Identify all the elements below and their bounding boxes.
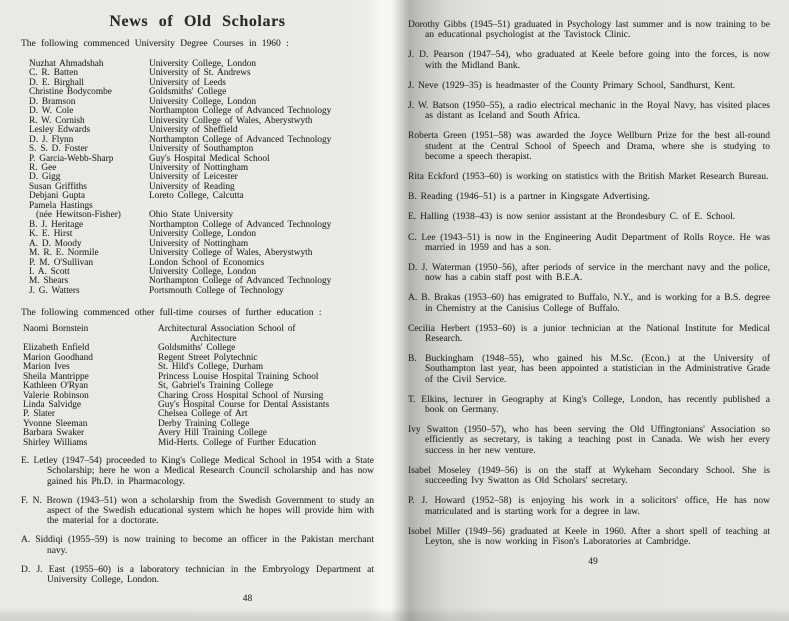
scholar-institution: Northampton College of Advanced Technology xyxy=(149,276,332,287)
right-news-paragraphs xyxy=(408,20,770,547)
scholar-institution: University of Leicester xyxy=(149,172,238,183)
scholar-institution: University College, London xyxy=(149,229,257,240)
scholar-name: C. R. Batten xyxy=(29,68,78,79)
scholar-institution: Goldsmiths' College xyxy=(158,343,236,354)
scholar-institution: Charing Cross Hospital School of Nursing xyxy=(158,390,324,401)
scholar-name: Pamela Hastings (née Hewitson-Fisher) xyxy=(21,202,149,221)
roster-row xyxy=(21,325,374,344)
scholar-name: P. M. O'Sullivan xyxy=(29,257,94,268)
left-page xyxy=(0,0,383,604)
scholar-name: D. Bramson xyxy=(29,96,76,107)
scholar-institution: University of Southampton xyxy=(149,144,254,155)
news-paragraph: A. Siddiqi (1955–59) is now training to become an officer in the Pakistan merchant navy. xyxy=(21,535,374,556)
scholar-name: M. Shears xyxy=(29,276,69,287)
scholar-institution: London School of Economics xyxy=(149,257,265,268)
roster-row xyxy=(21,287,374,296)
scholar-institution: Northampton College of Advanced Technology xyxy=(149,219,332,230)
news-paragraph: B. Buckingham (1948–55), who gained his M.Sc. (Econ.) at the University of Southampton last year, has been appointed a statistician in the Administrative Grade of the Civil Service. xyxy=(408,354,770,385)
scholar-name: I. A. Scott xyxy=(29,266,70,277)
scholar-name: B. J. Heritage xyxy=(29,219,84,230)
news-paragraph: F. N. Brown (1943–51) won a scholarship from the Swedish Government to study an aspect of the Swedish educational system which he hopes will provide him with the material for a doctorate. xyxy=(21,495,374,527)
scholar-name: Marion Ives xyxy=(23,362,70,373)
scholar-name: Nuzhat Ahmadshah xyxy=(29,59,104,69)
scholar-institution: Regent Street Polytechnic xyxy=(158,352,258,363)
scholar-institution: University of Nottingham xyxy=(149,238,249,249)
scholar-name: J. G. Watters xyxy=(29,285,80,296)
news-paragraph: J. W. Batson (1950–55), a radio electrical mechanic in the Royal Navy, has visited places as distant as Iceland and South Africa. xyxy=(408,101,770,122)
scholar-institution: St, Gabriel's Training College xyxy=(158,381,274,392)
scholar-name: D. E. Birghall xyxy=(29,77,84,88)
scholar-institution-cont: Architecture xyxy=(190,333,237,344)
news-paragraph: Cecilia Herbert (1953–60) is a junior technician at the National Institute for Medical Research. xyxy=(408,323,770,345)
scholar-name: Yvonne Sleeman xyxy=(23,418,88,429)
scholar-name: S. S. D. Foster xyxy=(29,144,88,155)
scholar-institution: Guy's Hospital Course for Dental Assistants xyxy=(158,399,330,410)
scholar-institution: Princess Louise Hospital Training School xyxy=(158,371,319,382)
scholar-institution: Avery Hill Training College xyxy=(158,428,267,439)
further-education-list xyxy=(21,325,374,448)
scholar-name: Naomi Bornstein xyxy=(23,324,89,335)
scholar-name: D. J. Flynn xyxy=(29,134,74,145)
scholar-name: Christine Bodycombe xyxy=(29,87,112,98)
scholar-name: P. Garcia-Webb-Sharp xyxy=(29,153,114,164)
scholar-name: Linda Salvidge xyxy=(23,399,82,410)
scholar-institution: Ohio State University xyxy=(149,210,234,221)
scholar-name: K. E. Hirst xyxy=(29,229,73,240)
scholar-institution: Loreto College, Calcutta xyxy=(149,191,244,202)
scholar-institution: St. Hild's College, Durham xyxy=(158,362,264,373)
degree-courses-list xyxy=(21,60,374,296)
news-paragraph: Ivy Swatton (1950–57), who has been serving the Old Uffingtonians' Association so efficiently as secretary, is taking a teaching post in Canada. We wish her every success in her new venture. xyxy=(408,425,770,456)
scholar-institution: University College of Wales, Aberystwyth xyxy=(149,115,313,126)
scholar-institution: University College, London xyxy=(149,96,257,107)
scholar-name: P. Slater xyxy=(23,409,55,420)
scholar-institution: Guy's Hospital Medical School xyxy=(149,153,270,164)
news-paragraph: C. Lee (1943–51) is now in the Engineering Audit Department of Rolls Royce. He was married in 1959 and has a son. xyxy=(408,232,770,253)
scholar-institution: University of Leeds xyxy=(149,77,226,88)
scholar-name: Elizabeth Enfield xyxy=(23,343,90,354)
scholar-institution: Northampton College of Advanced Technology xyxy=(149,106,332,117)
scholar-name: Lesley Edwards xyxy=(29,125,91,136)
news-paragraph: J. Neve (1929–35) is headmaster of the County Primary School, Sandhurst, Kent. xyxy=(408,80,736,91)
scholar-name: Susan Griffiths xyxy=(29,181,87,192)
scholar-name: Debjani Gupta xyxy=(29,191,85,202)
section1-intro: The following commenced University Degree Courses in 1960 : xyxy=(21,39,289,49)
scholar-name: Valerie Robinson xyxy=(23,390,89,401)
scholar-name: R. Gee xyxy=(29,162,57,173)
news-paragraph: T. Elkins, lecturer in Geography at King's College, London, has recently published a book on Germany. xyxy=(408,394,770,416)
scholar-name: A. D. Moody xyxy=(29,238,82,249)
scholar-institution: University College, London xyxy=(149,266,257,277)
left-news-paragraphs xyxy=(21,456,374,585)
scholar-name: D. Gigg xyxy=(29,172,61,183)
scholar-name: M. R. E. Normile xyxy=(29,248,99,259)
scholar-institution: University College of Wales, Aberystwyth xyxy=(149,248,313,259)
page-number-left: 48 xyxy=(242,594,253,605)
page-title: News of Old Scholars xyxy=(109,13,286,30)
scholar-institution: University of Reading xyxy=(149,181,235,192)
news-paragraph: E. Letley (1947–54) proceeded to King's College Medical School in 1954 with a State Scholarship; here he won a Medical Research Council scholarship and has now gained his Ph.D. in Pharmacology. xyxy=(21,456,374,487)
scholar-institution: University College, London xyxy=(149,59,257,69)
scholar-name: D. W. Cole xyxy=(29,106,74,117)
news-paragraph: P. J. Howard (1952–58) is enjoying his work in a solicitors' office, He has now matriculated and is starting work for a degree in law. xyxy=(408,496,770,517)
roster-row xyxy=(21,439,374,448)
scholar-institution: Chelsea College of Art xyxy=(158,409,248,420)
news-paragraph: B. Reading (1946–51) is a partner in Kingsgate Advertising. xyxy=(408,192,650,203)
scholar-name: Kathleen O'Ryan xyxy=(23,381,89,392)
scholar-institution: Architectural Association School of Architecture xyxy=(158,325,374,344)
news-paragraph: Roberta Green (1951–58) was awarded the Joyce Wellburn Prize for the best all-round student at the Central School of Speech and Drama, where she is studying to become a speech therapist. xyxy=(408,131,770,162)
news-paragraph: D. J. Waterman (1950–56), after periods of service in the merchant navy and the police, now has a cabin staff post with B.E.A. xyxy=(408,263,770,284)
roster-row xyxy=(21,202,374,221)
scholar-institution: Goldsmiths' College xyxy=(149,87,227,98)
scholar-institution: Northampton College of Advanced Technology xyxy=(149,134,332,145)
scholar-institution: Portsmouth College of Technology xyxy=(149,285,284,296)
scholar-institution: Derby Training College xyxy=(158,418,250,429)
scholar-name-note: (née Hewitson-Fisher) xyxy=(36,210,121,221)
news-paragraph: D. J. East (1955–60) is a laboratory technician in the Embryology Department at University College, London. xyxy=(21,564,374,586)
news-paragraph: Isobel Miller (1949–56) graduated at Keele in 1960. After a short spell of teaching at Leyton, she is now working in Fison's Laboratories at Cambridge. xyxy=(408,526,770,547)
section2-intro: The following commenced other full-time courses of further education : xyxy=(21,308,322,319)
scholar-institution: Mid-Herts. College of Further Education xyxy=(158,437,317,448)
news-paragraph: Rita Eckford (1953–60) is working on statistics with the British Market Research Bureau. xyxy=(408,172,769,183)
scholar-name: Sheila Mantrippe xyxy=(23,371,89,382)
right-page xyxy=(397,0,789,567)
news-paragraph: E. Halling (1938–43) is now senior assistant at the Brondesbury C. of E. School. xyxy=(408,212,736,223)
news-paragraph: J. D. Pearson (1947–54), who graduated at Keele before going into the forces, is now with the Midland Bank. xyxy=(408,50,770,71)
page-number-right: 49 xyxy=(588,557,598,568)
news-paragraph: A. B. Brakas (1953–60) has emigrated to Buffalo, N.Y., and is working for a B.S. degree in Chemistry at the Canisius College of Buffalo. xyxy=(408,293,770,314)
scholar-institution: University of Nottingham xyxy=(149,162,249,173)
news-paragraph: Dorothy Gibbs (1945–51) graduated in Psychology last summer and is now training to be an educational psychologist at the Tavistock Clinic. xyxy=(408,20,770,41)
scholar-name: Barbara Swaker xyxy=(23,428,85,439)
scholar-name: Shirley Williams xyxy=(23,437,88,448)
scholar-name: R. W. Cornish xyxy=(29,115,85,126)
scholar-name: Marion Goodhand xyxy=(23,352,93,363)
news-paragraph: Isabel Moseley (1949–56) is on the staff at Wykeham Secondary School. She is succeeding Ivy Swatton as Old Scholars' secretary. xyxy=(408,465,770,487)
scholar-institution: University of St. Andrews xyxy=(149,68,251,79)
scholar-institution: University of Sheffield xyxy=(149,125,238,136)
